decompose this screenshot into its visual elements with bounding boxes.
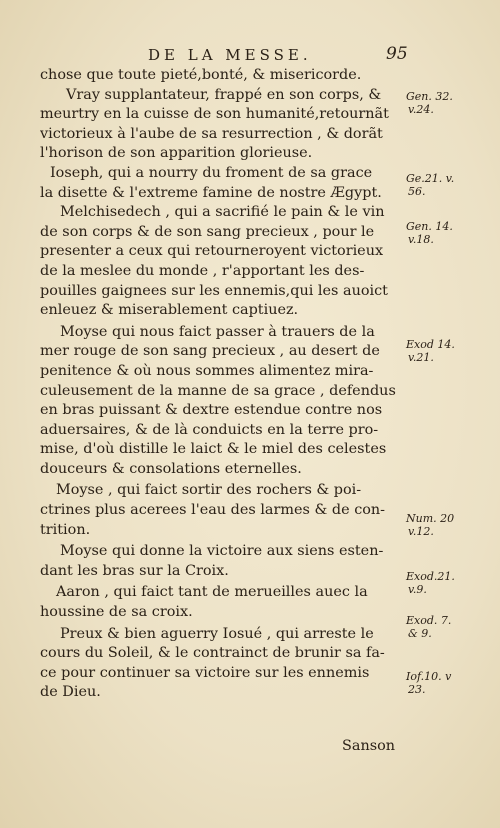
text-line: meurtry en la cuisse de son humanité,retournãt	[40, 106, 389, 123]
text-line: de la meslee du monde , r'apportant les des-	[40, 262, 365, 279]
text-line: Preux & bien aguerry Iosué , qui arreste le	[60, 625, 374, 642]
margin-reference-line: 23.	[408, 683, 426, 696]
margin-reference-line: Gen. 32.	[406, 90, 453, 103]
text-line: houssine de sa croix.	[40, 604, 193, 621]
margin-reference	[406, 172, 488, 198]
text-line: Ioseph, qui a nourry du froment de sa grace	[50, 164, 373, 181]
text-line: mise, d'où distille le laict & le miel des celestes	[40, 441, 387, 458]
text-line: ce pour continuer sa victoire sur les ennemis	[40, 664, 370, 681]
margin-reference-line: Exod 14.	[406, 338, 455, 351]
running-title: DE LA MESSE.	[148, 46, 312, 64]
margin-reference	[406, 670, 488, 696]
catchword: Sanson	[342, 738, 396, 754]
margin-reference-line: v.24.	[408, 103, 434, 116]
margin-reference	[406, 512, 488, 538]
text-line: penitence & où nous sommes alimentez mira-	[40, 362, 374, 379]
margin-reference	[406, 570, 488, 596]
text-line: l'horison de son apparition glorieuse.	[40, 145, 313, 162]
margin-reference-line: & 9.	[408, 627, 432, 640]
text-line: Vray supplantateur, frappé en son corps, &	[66, 86, 382, 103]
margin-reference-line: Exod.21.	[406, 570, 455, 583]
text-line: Moyse qui donne la victoire aux siens esten-	[60, 543, 384, 560]
running-header	[0, 46, 500, 68]
text-line: la disette & l'extreme famine de nostre Ægypt.	[40, 184, 382, 201]
text-line: victorieux à l'aube de sa resurrection , & dorãt	[40, 125, 383, 142]
body-text	[40, 66, 400, 703]
text-line: Moyse qui nous faict passer à trauers de la	[60, 323, 375, 340]
text-line: Moyse , qui faict sortir des rochers & poi-	[56, 482, 362, 499]
page-number: 95	[386, 44, 408, 64]
text-line: en bras puissant & dextre estendue contre nos	[40, 402, 383, 419]
margin-reference-line: v.12.	[408, 525, 434, 538]
margin-reference	[406, 90, 488, 116]
margin-reference	[406, 338, 488, 364]
margin-reference	[406, 614, 488, 640]
text-line: aduersaires, & de là conduicts en la terre pro-	[40, 421, 379, 438]
text-line: cours du Soleil, & le contrainct de brunir sa fa-	[40, 645, 385, 662]
margin-reference-line: v.18.	[408, 233, 434, 246]
margin-reference-line: Exod. 7.	[406, 614, 452, 627]
text-line: chose que toute pieté,bonté, & misericorde.	[40, 67, 362, 83]
margin-reference-line: Ge.21. v.	[406, 172, 455, 185]
text-line: mer rouge de son sang precieux , au desert de	[40, 343, 380, 360]
text-line: culeusement de la manne de sa grace , defendus	[40, 382, 396, 399]
text-line: de son corps & de son sang precieux , pour le	[40, 223, 375, 240]
margin-reference-line: v.21.	[408, 351, 434, 364]
text-line: enleuez & miserablement captiuez.	[40, 302, 299, 319]
text-line: douceurs & consolations eternelles.	[40, 460, 302, 477]
text-line: Melchisedech , qui a sacrifié le pain & le vin	[60, 204, 385, 221]
text-line: pouilles gaignees sur les ennemis,qui les auoict	[40, 282, 388, 299]
text-line: trition.	[40, 521, 91, 538]
margin-reference-line: Num. 20	[406, 512, 455, 525]
margin-reference-line: Iof.10. v	[406, 670, 452, 683]
text-line: dant les bras sur la Croix.	[40, 562, 229, 579]
margin-reference	[406, 220, 488, 246]
margin-reference-line: v.9.	[408, 583, 427, 596]
text-line: Aaron , qui faict tant de merueilles auec la	[56, 584, 368, 601]
text-line: ctrines plus acerees l'eau des larmes & de con-	[40, 502, 386, 519]
margin-reference-line: 56.	[408, 185, 426, 198]
text-line: de Dieu.	[40, 684, 101, 701]
text-line: presenter a ceux qui retourneroyent victorieux	[40, 243, 384, 260]
margin-reference-line: Gen. 14.	[406, 220, 453, 233]
